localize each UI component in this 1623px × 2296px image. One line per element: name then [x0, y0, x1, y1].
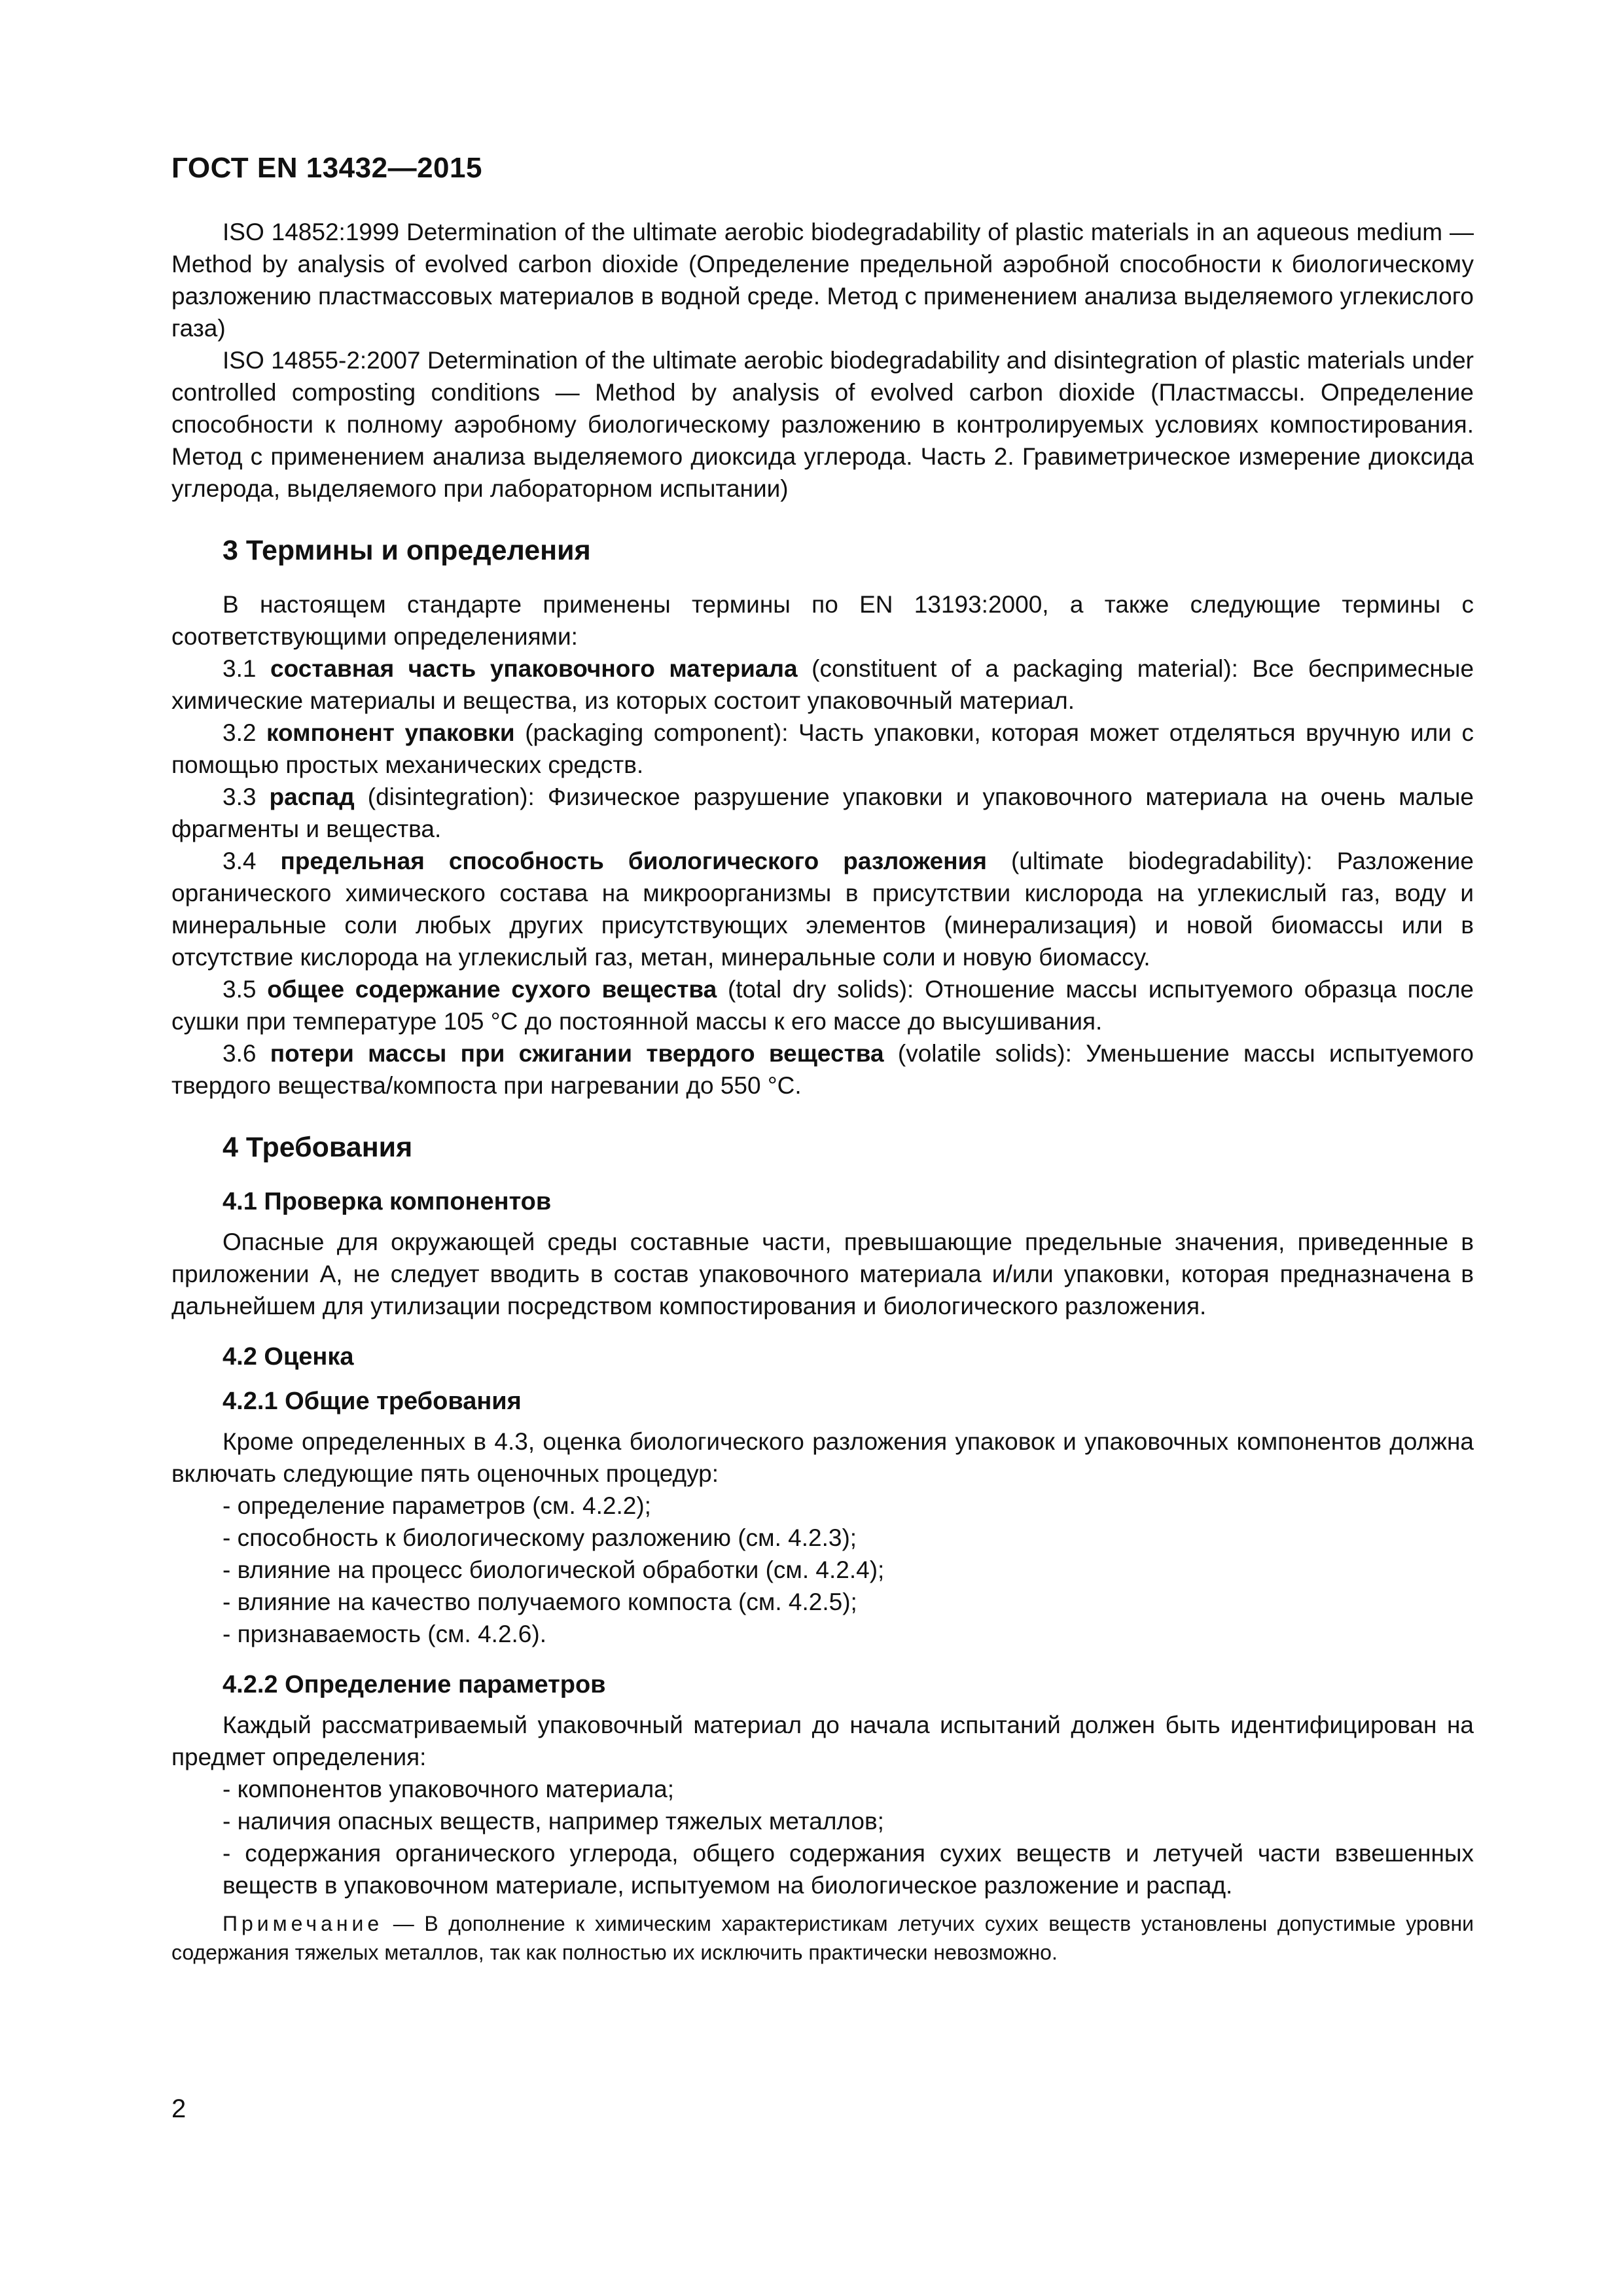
section-4-heading: 4 Требования	[223, 1132, 413, 1163]
section-4-2-1-heading: 4.2.1 Общие требования	[223, 1388, 522, 1415]
list-item: - влияние на качество получаемого компоста (см. 4.2.5);	[223, 1588, 857, 1615]
list-item: - содержания органического углерода, общего содержания сухих веществ и летучей части взвешенных веществ в упаковочном материале, испытуемом на биологическое разложение и распад.	[223, 1840, 1474, 1899]
section-4-2-2-text: Каждый рассматриваемый упаковочный материал до начала испытаний должен быть идентифицирован на предмет определения:	[171, 1712, 1474, 1770]
reference-iso-14852: ISO 14852:1999 Determination of the ultimate aerobic biodegradability of plastic materials in an aqueous medium — Method by analysis of evolved carbon dioxide (Определение предельной аэробной способности к биологическому разложению пластмассовых материалов в водной среде. Метод с применением анализа выделяемого углекислого газа)	[171, 219, 1474, 342]
list-item: - компонентов упаковочного материала;	[223, 1776, 675, 1803]
term-3-1-name: составная часть упаковочного материала	[270, 655, 798, 682]
list-item: - определение параметров (см. 4.2.2);	[223, 1492, 651, 1519]
section-3-intro: В настоящем стандарте применены термины по EN 13193:2000, а также следующие термины с соответствующими определениями:	[171, 591, 1474, 650]
list-item: - способность к биологическому разложению (см. 4.2.3);	[223, 1524, 857, 1551]
identification-list	[171, 1773, 1474, 1901]
term-3-1: 3.1 составная часть упаковочного материала (constituent of a packaging material): Все беспримесные химические материалы и вещества, из которых состоит упаковочный материал.	[171, 655, 1474, 714]
list-item: - наличия опасных веществ, например тяжелых металлов;	[223, 1808, 884, 1835]
list-item: - влияние на процесс биологической обработки (см. 4.2.4);	[223, 1556, 885, 1583]
term-3-5: 3.5 общее содержание сухого вещества (total dry solids): Отношение массы испытуемого образца после сушки при температуре 105 °С до постоянной массы к его массе до высушивания.	[171, 976, 1474, 1035]
document-body	[171, 216, 1474, 1967]
list-item: - признаваемость (см. 4.2.6).	[223, 1621, 546, 1647]
term-3-3: 3.3 распад (disintegration): Физическое разрушение упаковки и упаковочного материала на очень малые фрагменты и вещества.	[171, 783, 1474, 842]
term-3-5-name: общее содержание сухого вещества	[267, 976, 717, 1003]
section-4-1-text: Опасные для окружающей среды составные части, превышающие предельные значения, приведенные в приложении А, не следует вводить в состав упаковочного материала и/или упаковки, которая предназначена в дальнейшем для утилизации посредством компостирования и биологического разложения.	[171, 1229, 1474, 1319]
note-text: — В дополнение к химическим характеристикам летучих сухих веществ установлены допустимые уровни содержания тяжелых металлов, так как полностью их исключить практически невозможно.	[171, 1912, 1474, 1964]
page-number: 2	[171, 2094, 187, 2123]
term-3-6-name: потери массы при сжигании твердого вещества	[270, 1040, 884, 1067]
note-label: Примечание	[223, 1912, 383, 1935]
term-3-4-name: предельная способность биологического разложения	[280, 848, 987, 874]
section-4-2-heading: 4.2 Оценка	[223, 1343, 354, 1371]
reference-iso-14855: ISO 14855-2:2007 Determination of the ultimate aerobic biodegradability and disintegration of plastic materials under controlled composting conditions — Method by analysis of evolved carbon dioxide (Пластмассы. Определение способности к полному аэробному биологическому разложению в контролируемых условиях компостирования. Метод с применением анализа выделяемого диоксида углерода. Часть 2. Гравиметрическое измерение диоксида углерода, выделяемого при лабораторном испытании)	[171, 347, 1474, 502]
term-3-3-name: распад	[269, 783, 355, 810]
term-3-2: 3.2 компонент упаковки (packaging component): Часть упаковки, которая может отделяться вручную или с помощью простых механических средств.	[171, 719, 1474, 778]
document-header: ГОСТ EN 13432—2015	[171, 152, 482, 184]
section-3-heading: 3 Термины и определения	[223, 535, 591, 566]
note	[171, 1909, 1474, 1967]
procedure-list	[171, 1490, 1474, 1650]
section-4-2-1-text: Кроме определенных в 4.3, оценка биологического разложения упаковок и упаковочных компонентов должна включать следующие пять оценочных процедур:	[171, 1428, 1474, 1487]
term-3-6: 3.6 потери массы при сжигании твердого вещества (volatile solids): Уменьшение массы испытуемого твердого вещества/компоста при нагревании до 550 °С.	[171, 1040, 1474, 1099]
section-4-2-2-heading: 4.2.2 Определение параметров	[223, 1671, 606, 1698]
term-3-2-name: компонент упаковки	[266, 719, 515, 746]
term-3-4: 3.4 предельная способность биологического разложения (ultimate biodegradability): Разложение органического химического состава на микроорганизмы в присутствии кислорода на углекислый газ, воду и минеральные соли любых других присутствующих элементов (минерализация) и новой биомассы или в отсутствие кислорода на углекислый газ, метан, минеральные соли и новую биомассу.	[171, 848, 1474, 971]
section-4-1-heading: 4.1 Проверка компонентов	[223, 1188, 552, 1215]
